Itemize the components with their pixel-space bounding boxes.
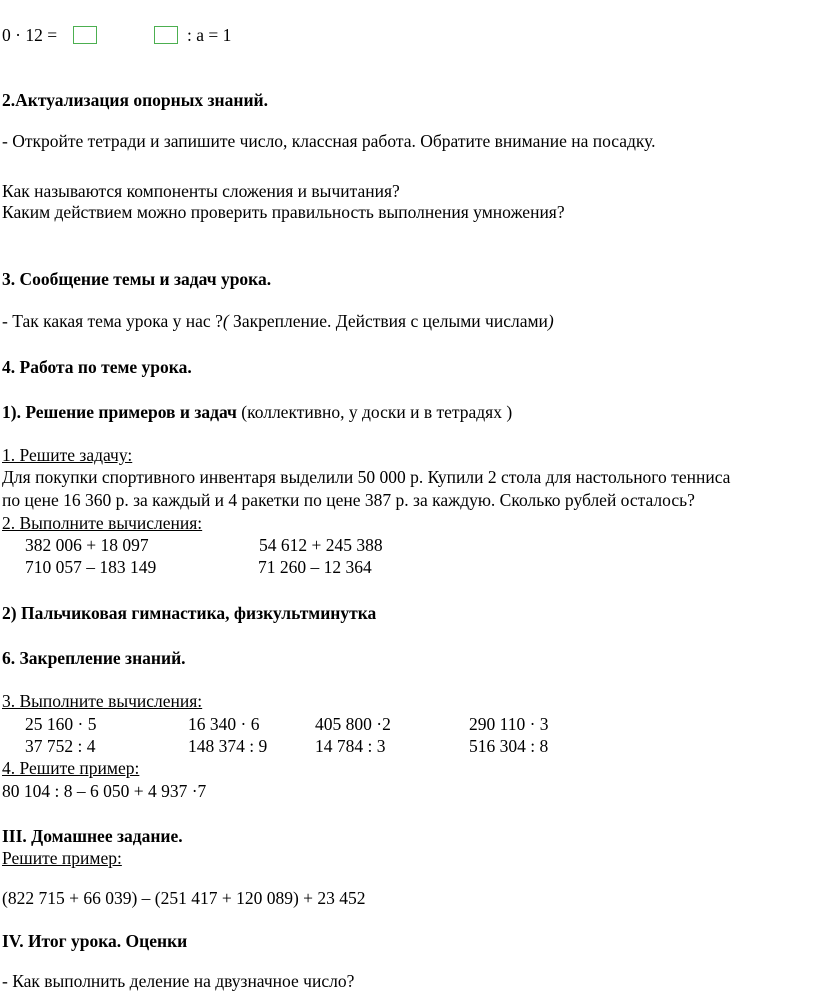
calc-item: 14 784 : 3 xyxy=(315,736,386,756)
section-2-question-2: Каким действием можно проверить правильность выполнения умножения? xyxy=(2,202,565,222)
calc-item: 16 340 · 6 xyxy=(188,714,260,734)
summary-question: - Как выполнить деление на двузначное число? xyxy=(2,971,355,991)
calc-item: 382 006 + 18 097 xyxy=(25,535,149,555)
answer-box-1[interactable] xyxy=(73,26,97,44)
expression-2: : a = 1 xyxy=(187,25,232,45)
calc-item: 54 612 + 245 388 xyxy=(259,535,383,555)
calc-item: 290 110 · 3 xyxy=(469,714,549,734)
task-4-label: 4. Решите пример: xyxy=(2,758,140,778)
task-2-label: 2. Выполните вычисления: xyxy=(2,513,203,533)
topic-question: - Так какая тема урока у нас ? xyxy=(2,311,223,331)
section-3-topic-line xyxy=(2,310,554,332)
section-2-title: 2.Актуализация опорных знаний. xyxy=(2,90,269,110)
calc-item: 405 800 ·2 xyxy=(315,714,391,734)
task-1-label: 1. Решите задачу: xyxy=(2,445,133,465)
homework-title: III. Домашнее задание. xyxy=(2,826,183,846)
expression-1: 0 · 12 = xyxy=(2,25,58,45)
section-4-title: 4. Работа по теме урока. xyxy=(2,357,192,377)
section-4-subtitle xyxy=(2,401,512,423)
homework-expression: (822 715 + 66 039) – (251 417 + 120 089) + 23 452 xyxy=(2,888,366,908)
task-3-label: 3. Выполните вычисления: xyxy=(2,691,203,711)
answer-box-2[interactable] xyxy=(154,26,178,44)
section-3-title: 3. Сообщение темы и задач урока. xyxy=(2,269,272,289)
calc-item: 710 057 – 183 149 xyxy=(25,557,157,577)
calc-item: 148 374 : 9 xyxy=(188,736,268,756)
subtitle-bold: 1). Решение примеров и задач xyxy=(2,402,237,422)
homework-label: Решите пример: xyxy=(2,848,122,868)
section-2-question-1: Как называются компоненты сложения и вычитания? xyxy=(2,181,400,201)
calc-item: 71 260 – 12 364 xyxy=(258,557,372,577)
calc-item: 25 160 · 5 xyxy=(25,714,97,734)
calc-item: 516 304 : 8 xyxy=(469,736,549,756)
task-4-expression: 80 104 : 8 – 6 050 + 4 937 ·7 xyxy=(2,781,207,801)
calc-item: 37 752 : 4 xyxy=(25,736,96,756)
topic-text: Закрепление. Действия с целыми числами xyxy=(228,311,548,331)
gymnastics-title: 2) Пальчиковая гимнастика, физкультминутка xyxy=(2,603,377,623)
section-2-instruction: - Откройте тетради и запишите число, классная работа. Обратите внимание на посадку. xyxy=(2,131,656,151)
subtitle-rest: (коллективно, у доски и в тетрадях ) xyxy=(236,402,513,422)
task-1-text-line-1: Для покупки спортивного инвентаря выделили 50 000 р. Купили 2 стола для настольного тенниса xyxy=(2,467,731,487)
section-6-title: 6. Закрепление знаний. xyxy=(2,648,186,668)
topic-paren-close: ) xyxy=(547,311,554,331)
summary-title: IV. Итог урока. Оценки xyxy=(2,931,188,951)
task-1-text-line-2: по цене 16 360 р. за каждый и 4 ракетки по цене 387 р. за каждую. Сколько рублей осталось? xyxy=(2,490,695,510)
topic-paren-open: ( xyxy=(222,311,229,331)
